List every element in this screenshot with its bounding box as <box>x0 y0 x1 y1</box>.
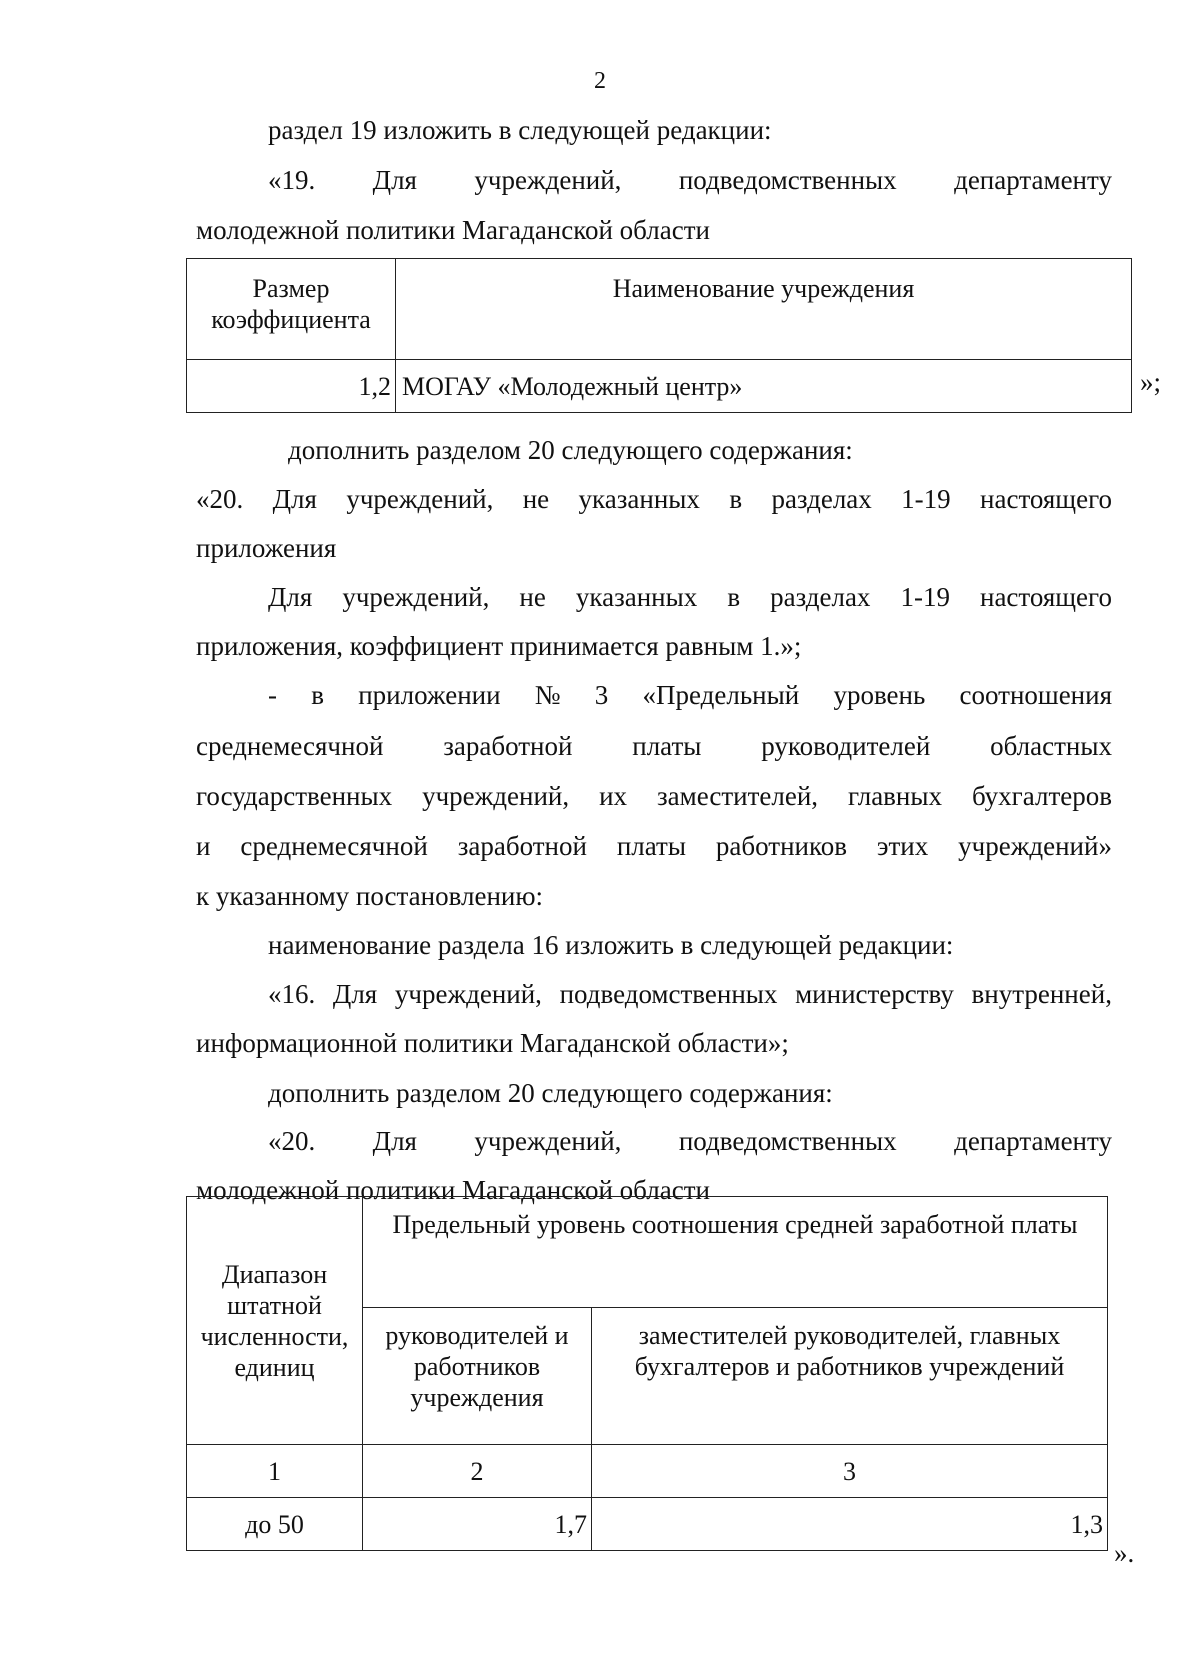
word: 3 <box>594 680 609 710</box>
paragraph-appendix3-line1 <box>268 678 1112 712</box>
table2-closing-quote: ». <box>1114 1538 1135 1568</box>
word: руководителей <box>761 731 931 761</box>
word: не <box>519 582 546 612</box>
word: подведомственных <box>678 1126 897 1156</box>
word: не <box>522 484 550 514</box>
word: учреждений, <box>342 582 490 612</box>
header-institution-name: Наименование учреждения <box>396 259 1132 360</box>
paragraph-appendix3-line5: к указанному постановлению: <box>196 881 544 911</box>
word: Для <box>332 979 378 1009</box>
header-salary-ratio-group: Предельный уровень соотношения средней заработной платы <box>363 1197 1108 1308</box>
word: учреждений, <box>346 484 494 514</box>
word: заместителей, <box>656 781 819 811</box>
word: внутренней, <box>971 979 1112 1009</box>
word: - <box>268 680 277 710</box>
paragraph-section20-body-line1 <box>268 580 1112 614</box>
word: разделах <box>770 582 871 612</box>
word: 1-19 <box>900 582 950 612</box>
word: Для <box>268 582 313 612</box>
paragraph-appendix3-line3 <box>196 779 1112 813</box>
word: указанных <box>575 582 698 612</box>
word: уровень <box>833 680 926 710</box>
word: среднемесячной <box>196 731 384 761</box>
word: платы <box>616 831 686 861</box>
coefficient-table <box>186 258 1132 413</box>
word: «20. <box>268 1126 316 1156</box>
table1-closing-quote: »; <box>1140 367 1162 397</box>
deputies-ratio-value: 1,3 <box>592 1498 1108 1551</box>
word: в <box>311 680 324 710</box>
paragraph-section19-line2: молодежной политики Магаданской области <box>196 215 710 245</box>
word: указанных <box>578 484 700 514</box>
word: учреждений» <box>958 831 1112 861</box>
word: «Предельный <box>642 680 800 710</box>
paragraph-section20-line2: приложения <box>196 533 337 563</box>
word: «20. <box>196 484 244 514</box>
word: в <box>727 582 741 612</box>
paragraph-section19-line1 <box>268 163 1112 197</box>
word: министерству <box>795 979 954 1009</box>
word: разделах <box>771 484 872 514</box>
word: учреждений, <box>474 1126 622 1156</box>
word: Для <box>372 165 417 195</box>
word: департаменту <box>954 165 1112 195</box>
word: среднемесячной <box>240 831 428 861</box>
column-number-2: 2 <box>363 1445 592 1498</box>
word: № <box>534 680 561 710</box>
word: их <box>599 781 628 811</box>
word: главных <box>848 781 943 811</box>
word: работников <box>715 831 847 861</box>
word: заработной <box>443 731 573 761</box>
salary-ratio-table <box>186 1196 1108 1551</box>
paragraph-section20-body-line2: приложения, коэффициент принимается равным 1.»; <box>196 631 802 661</box>
paragraph-section16-line2: информационной политики Магаданской области»; <box>196 1028 789 1058</box>
column-number-1: 1 <box>187 1445 363 1498</box>
paragraph-appendix3-line2 <box>196 729 1112 763</box>
word: настоящего <box>980 582 1112 612</box>
word: соотношения <box>959 680 1112 710</box>
word: в <box>729 484 743 514</box>
word: подведомственных <box>678 165 897 195</box>
institution-name: МОГАУ «Молодежный центр» <box>396 360 1132 413</box>
word: Для <box>272 484 317 514</box>
coefficient-value: 1,2 <box>187 360 396 413</box>
word: учреждений, <box>474 165 622 195</box>
paragraph-section20-line1 <box>196 482 1112 516</box>
paragraph-section20b-line2: молодежной политики Магаданской области <box>196 1175 710 1205</box>
word: учреждений, <box>394 979 542 1009</box>
header-heads-and-workers: руководителей и работников учреждения <box>363 1308 592 1445</box>
header-deputies-accountants: заместителей руководителей, главных бухгалтеров и работников учреждений <box>592 1308 1108 1445</box>
header-coefficient-size: Размер коэффициента <box>187 259 396 360</box>
header-staff-range: Диапазон штатной численности, единиц <box>187 1197 363 1445</box>
page-number: 2 <box>594 68 606 94</box>
word: государственных <box>196 781 393 811</box>
word: подведомственных <box>559 979 778 1009</box>
paragraph-appendix3-line4 <box>196 829 1112 863</box>
word: платы <box>632 731 702 761</box>
paragraph-add-section20-second: дополнить разделом 20 следующего содержания: <box>268 1078 833 1108</box>
heads-ratio-value: 1,7 <box>363 1498 592 1551</box>
word: и <box>196 831 211 861</box>
column-number-3: 3 <box>592 1445 1108 1498</box>
word: «16. <box>268 979 316 1009</box>
staff-range-value: до 50 <box>187 1498 363 1551</box>
word: этих <box>876 831 929 861</box>
word: настоящего <box>980 484 1112 514</box>
paragraph-section16-line1 <box>268 977 1112 1011</box>
word: учреждений, <box>422 781 570 811</box>
word: заработной <box>457 831 587 861</box>
word: областных <box>990 731 1112 761</box>
paragraph-section19-intro: раздел 19 изложить в следующей редакции: <box>268 115 772 145</box>
word: 1-19 <box>901 484 951 514</box>
word: приложении <box>358 680 501 710</box>
paragraph-section16-intro: наименование раздела 16 изложить в следующей редакции: <box>268 930 954 960</box>
word: бухгалтеров <box>971 781 1112 811</box>
word: Для <box>372 1126 417 1156</box>
paragraph-add-section20: дополнить разделом 20 следующего содержания: <box>288 435 853 465</box>
word: департаменту <box>954 1126 1112 1156</box>
paragraph-section20b-line1 <box>268 1124 1112 1158</box>
word: «19. <box>268 165 316 195</box>
